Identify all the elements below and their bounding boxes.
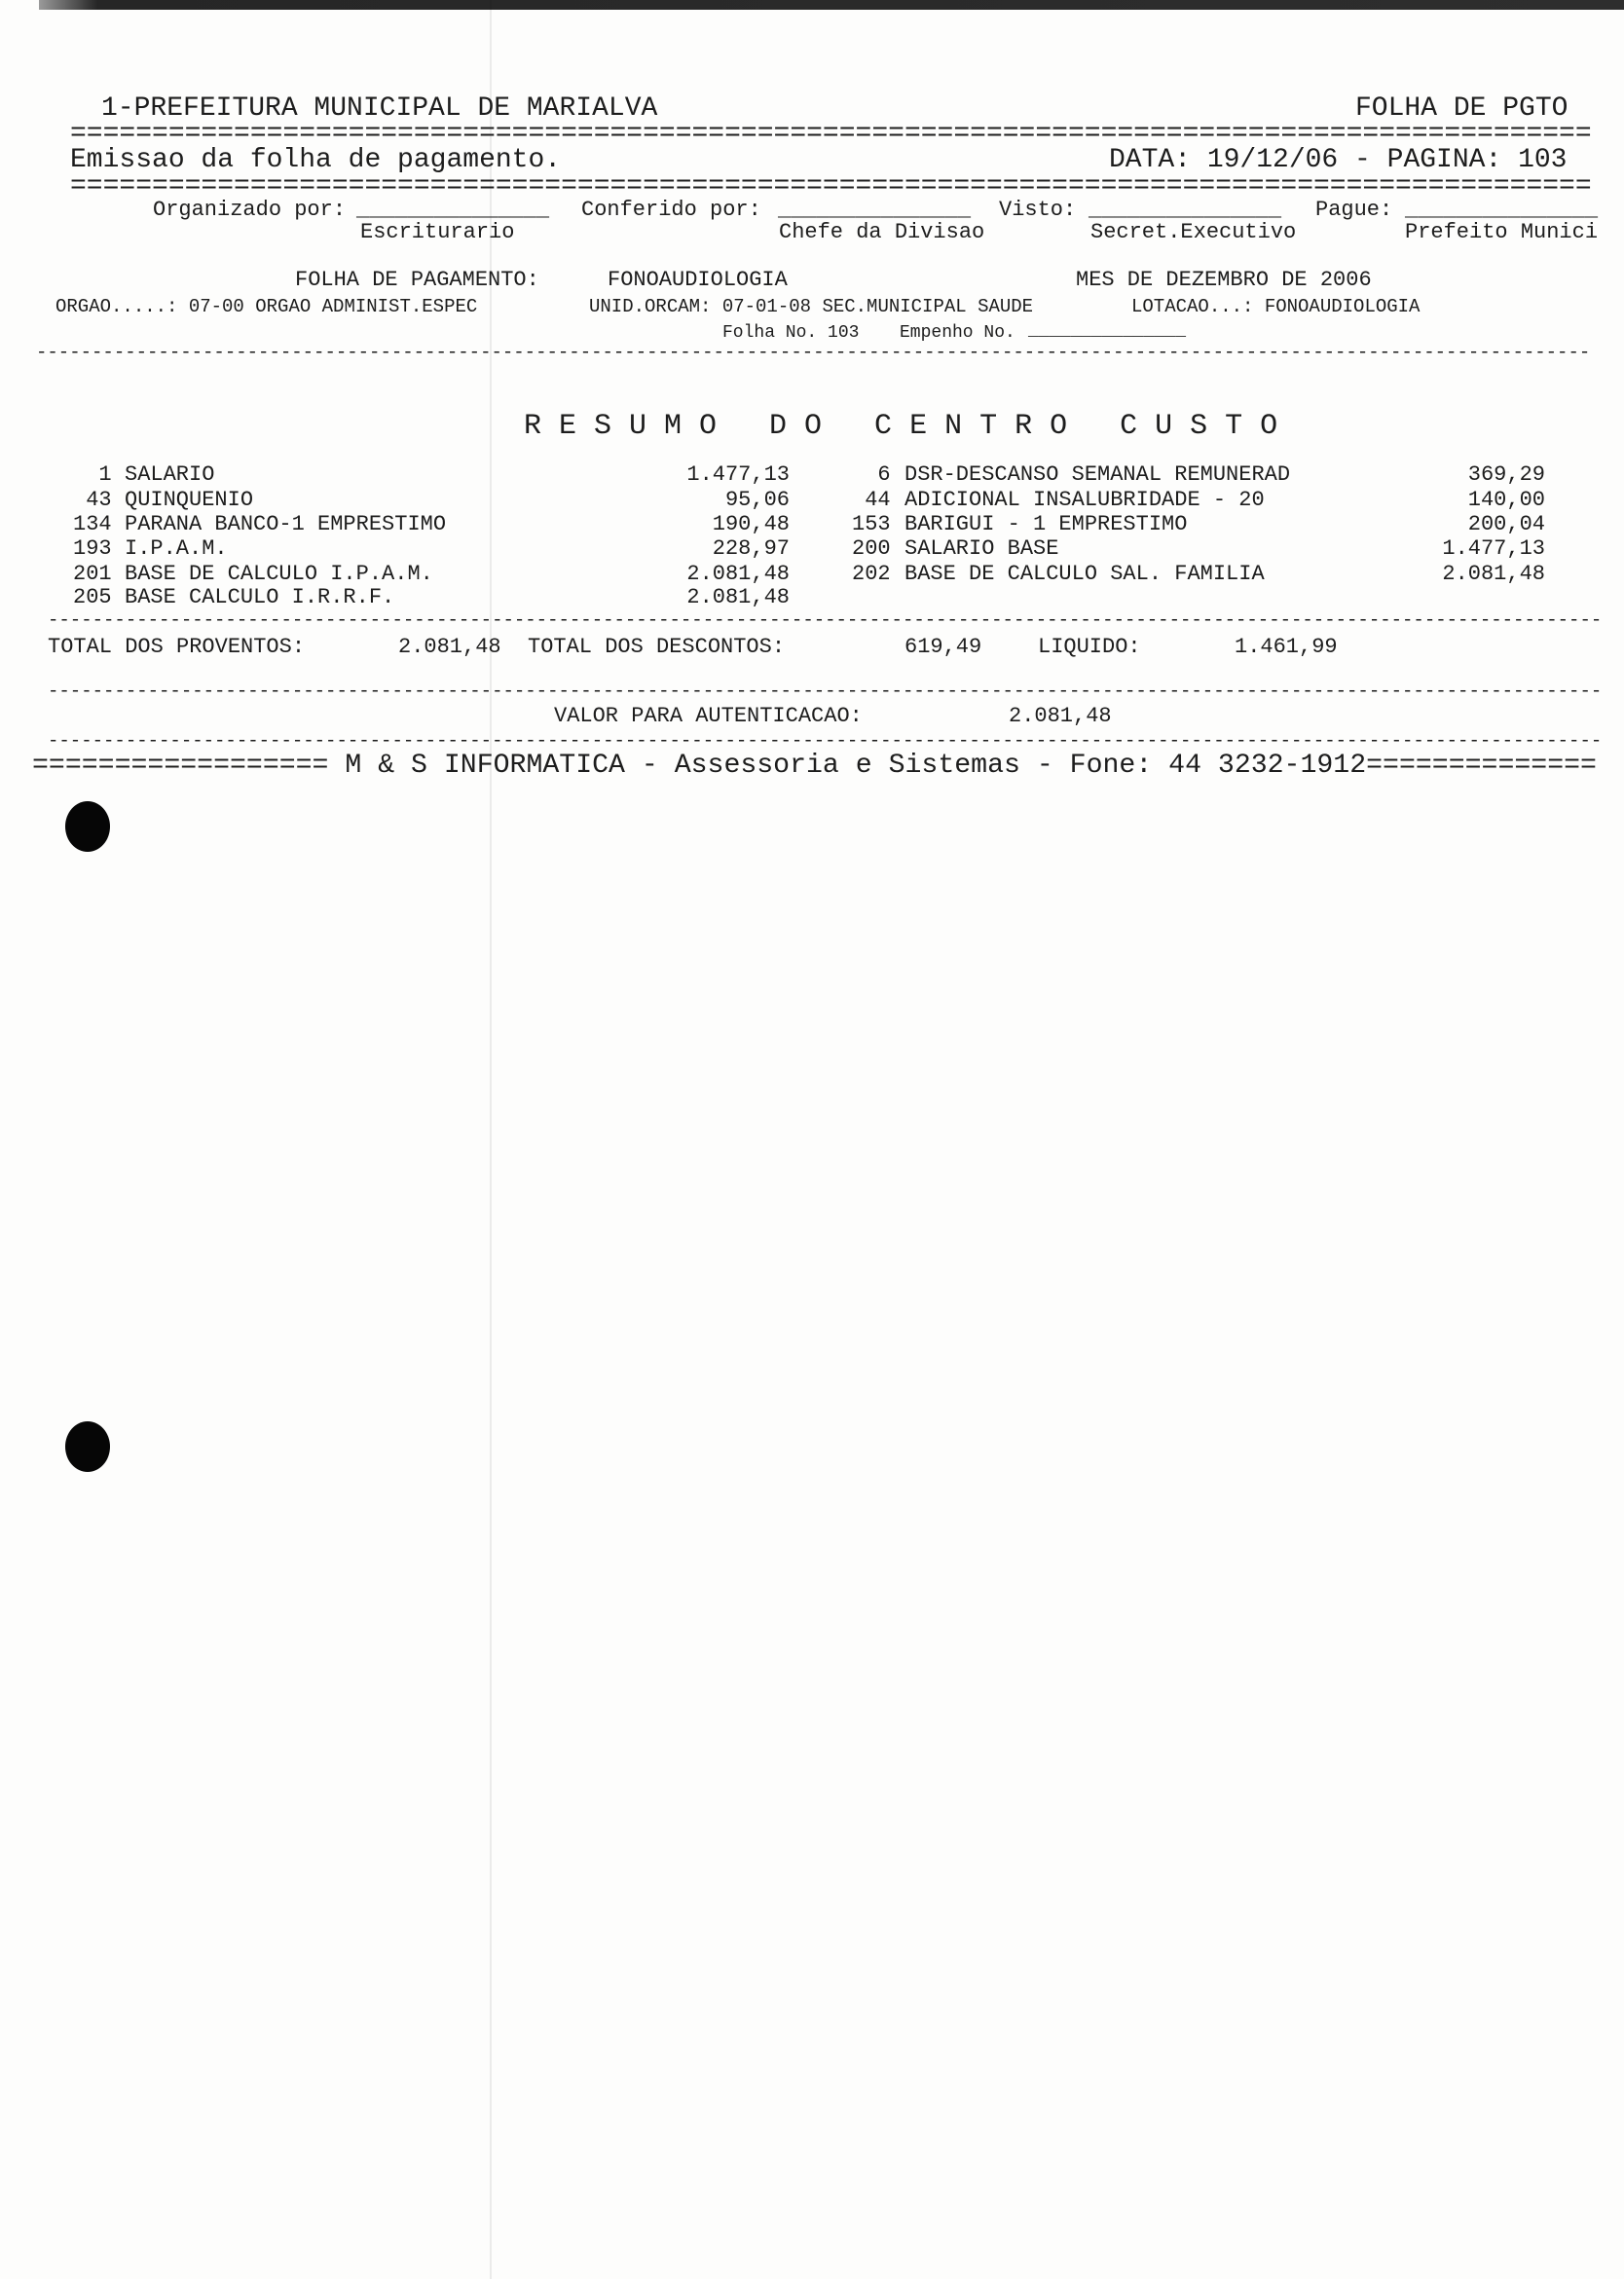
summary-item-label: QUINQUENIO [125,488,254,512]
signature-label-conferido: Conferido por: [581,198,761,222]
orgao-field: ORGAO.....: 07-00 ORGAO ADMINIST.ESPEC [55,296,478,317]
signature-label-visto: Visto: [999,198,1077,222]
empenho-label: Empenho No. [900,323,1015,343]
summary-item-value: 190,48 [712,512,790,536]
summary-item-value: 140,00 [1467,488,1545,512]
summary-item-code: 134 [73,512,112,536]
signature-role: Prefeito Munici [1405,220,1599,244]
summary-item-value: 369,29 [1467,462,1545,487]
total-deductions-value: 619,49 [904,635,982,659]
summary-item-code: 6 [877,462,891,487]
summary-title: R E S U M O D O C E N T R O C U S T O [524,410,1278,443]
summary-item-label: SALARIO BASE [904,536,1059,561]
signature-line: _______________ [778,198,972,222]
summary-item-value: 1.477,13 [1442,536,1545,561]
software-footer: ================== M & S INFORMATICA - Assessoria e Sistemas - Fone: 44 3232-1912============== [32,751,1597,781]
summary-item-value: 1.477,13 [686,462,790,487]
scan-top-edge [39,0,1624,10]
unid-orcam-field: UNID.ORCAM: 07-01-08 SEC.MUNICIPAL SAUDE [589,296,1034,317]
punch-hole-top [65,801,110,852]
summary-item-label: DSR-DESCANSO SEMANAL REMUNERAD [904,462,1291,487]
summary-item-value: 228,97 [712,536,790,561]
summary-item-label: BASE DE CALCULO SAL. FAMILIA [904,562,1265,586]
payroll-label: FOLHA DE PAGAMENTO: [295,268,539,292]
summary-item-value: 2.081,48 [686,585,790,609]
summary-item-code: 200 [852,536,891,561]
summary-item-code: 202 [852,562,891,586]
date-and-page: DATA: 19/12/06 - PAGINA: 103 [1109,145,1568,175]
total-earnings-value: 2.081,48 [398,635,501,659]
double-rule: ============================================================================================= [70,171,1592,202]
summary-item-code: 43 [86,488,112,512]
summary-item-label: ADICIONAL INSALUBRIDADE - 20 [904,488,1265,512]
dashed-rule: -------------------------------------------------------------------------------------------------------------------------------------------- [48,730,1603,752]
summary-item-label: BASE DE CALCULO I.P.A.M. [125,562,433,586]
dashed-rule: -------------------------------------------------------------------------------------------------------------------------------------------- [48,680,1603,702]
signature-line: _______________ [356,198,550,222]
summary-item-code: 201 [73,562,112,586]
summary-item-label: PARANA BANCO-1 EMPRESTIMO [125,512,447,536]
authentication-value: 2.081,48 [1009,704,1112,728]
summary-item-value: 2.081,48 [1442,562,1545,586]
lotacao-field: LOTACAO...: FONOAUDIOLOGIA [1131,296,1421,317]
payroll-value: FONOAUDIOLOGIA [608,268,788,292]
signature-label-organizado: Organizado por: [153,198,347,222]
summary-item-label: BASE CALCULO I.R.R.F. [125,585,395,609]
signature-line: _______________ [1089,198,1282,222]
summary-item-code: 193 [73,536,112,561]
signature-role: Chefe da Divisao [779,220,985,244]
summary-item-value: 95,06 [724,488,790,512]
folha-number: Folha No. 103 [722,323,860,343]
summary-item-code: 205 [73,585,112,609]
summary-item-value: 200,04 [1467,512,1545,536]
signature-line: _______________ [1405,198,1599,222]
summary-item-value: 2.081,48 [686,562,790,586]
document-type: FOLHA DE PGTO [1355,93,1569,124]
double-rule: ============================================================================================= [70,119,1592,149]
empenho-line: _______________ [1028,321,1187,341]
summary-item-code: 1 [98,462,112,487]
document-subtitle: Emissao da folha de pagamento. [70,145,562,175]
total-earnings-label: TOTAL DOS PROVENTOS: [48,635,306,659]
net-pay-label: LIQUIDO: [1038,635,1141,659]
summary-item-label: I.P.A.M. [125,536,228,561]
summary-item-label: BARIGUI - 1 EMPRESTIMO [904,512,1188,536]
signature-role: Escriturario [360,220,515,244]
total-deductions-label: TOTAL DOS DESCONTOS: [528,635,786,659]
net-pay-value: 1.461,99 [1235,635,1338,659]
signature-role: Secret.Executivo [1090,220,1297,244]
dashed-rule: -------------------------------------------------------------------------------------------------------------------------------------------- [36,342,1591,363]
authentication-label: VALOR PARA AUTENTICACAO: [554,704,863,728]
punch-hole-bottom [65,1421,110,1472]
signature-label-pague: Pague: [1315,198,1393,222]
summary-item-code: 44 [865,488,891,512]
summary-item-label: SALARIO [125,462,215,487]
dashed-rule: -------------------------------------------------------------------------------------------------------------------------------------------- [48,609,1603,631]
summary-item-code: 153 [852,512,891,536]
payroll-period: MES DE DEZEMBRO DE 2006 [1076,268,1372,292]
organization-name: 1-PREFEITURA MUNICIPAL DE MARIALVA [101,93,658,124]
